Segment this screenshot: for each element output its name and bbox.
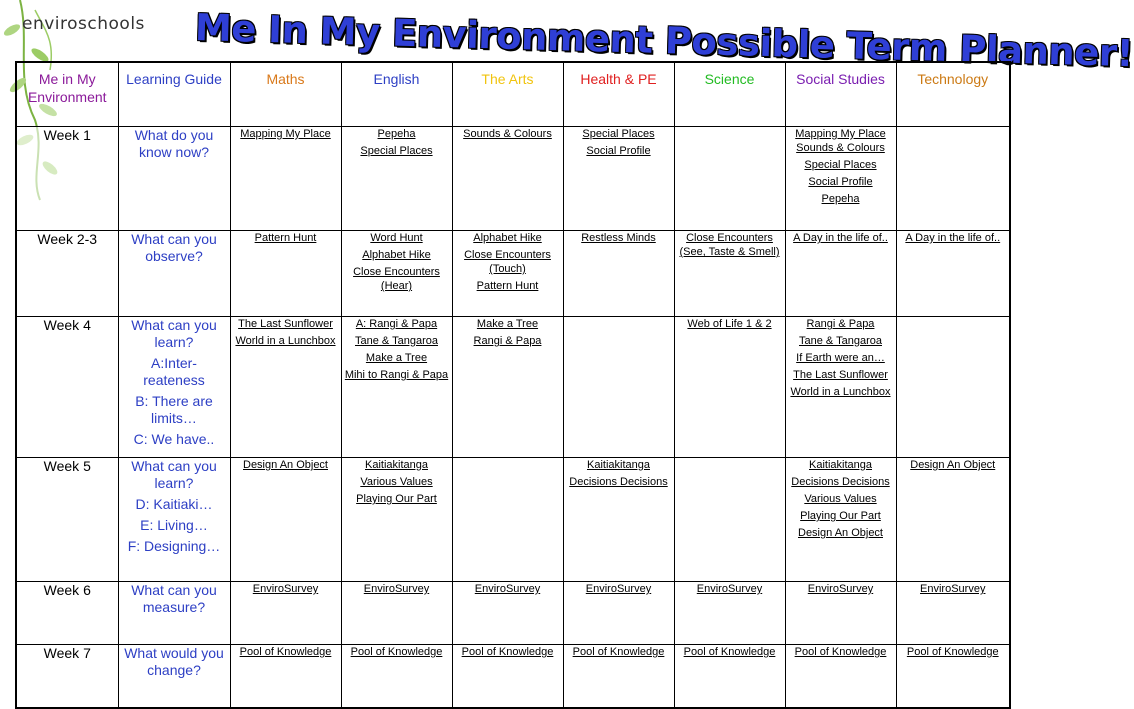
table-row bbox=[16, 582, 1010, 645]
week-label: Week 1 bbox=[16, 127, 118, 231]
learning-guide-question: What do you know now? bbox=[134, 127, 214, 160]
activity-link[interactable]: Pepeha bbox=[377, 128, 416, 140]
cell-maths bbox=[230, 458, 341, 582]
learning-guide-question: D: Kaitiaki… bbox=[135, 496, 213, 512]
cell-english bbox=[341, 458, 452, 582]
activity-link[interactable]: Close Encounters (Hear) bbox=[353, 266, 440, 292]
activity-link[interactable]: Alphabet Hike bbox=[473, 232, 542, 244]
activity-link[interactable]: Decisions Decisions bbox=[791, 476, 890, 488]
cell-health-pe bbox=[563, 317, 674, 458]
learning-guide-cell bbox=[118, 458, 230, 582]
activity-link[interactable]: A Day in the life of.. bbox=[793, 232, 888, 244]
page-title: Me In My Environment Possible Term Planner! bbox=[194, 6, 1134, 76]
activity-link[interactable]: Pool of Knowledge bbox=[794, 646, 887, 658]
cell-the-arts bbox=[452, 127, 563, 231]
cell-technology bbox=[896, 645, 1010, 708]
learning-guide-question: E: Living… bbox=[140, 517, 208, 533]
activity-link[interactable]: If Earth were an… bbox=[796, 352, 885, 364]
cell-technology bbox=[896, 127, 1010, 231]
header-social-studies: Social Studies bbox=[785, 62, 896, 127]
activity-link[interactable]: Playing Our Part bbox=[800, 510, 881, 522]
activity-link[interactable]: Mapping My Place bbox=[240, 128, 331, 140]
activity-link[interactable]: EnviroSurvey bbox=[696, 583, 763, 595]
week-label: Week 5 bbox=[16, 458, 118, 582]
activity-link[interactable]: Pool of Knowledge bbox=[906, 646, 999, 658]
activity-link[interactable]: Rangi & Papa bbox=[806, 318, 875, 330]
activity-link[interactable]: Pool of Knowledge bbox=[239, 646, 332, 658]
learning-guide-question: What can you observe? bbox=[131, 231, 217, 264]
week-label: Week 4 bbox=[16, 317, 118, 458]
table-row bbox=[16, 317, 1010, 458]
learning-guide-question: B: There are limits… bbox=[135, 393, 213, 426]
activity-link[interactable]: A Day in the life of.. bbox=[905, 232, 1001, 244]
activity-link[interactable]: Various Values bbox=[360, 476, 433, 488]
cell-technology bbox=[896, 458, 1010, 582]
learning-guide-question: What can you measure? bbox=[131, 582, 217, 615]
activity-link[interactable]: Close Encounters (Touch) bbox=[464, 249, 551, 275]
activity-link[interactable]: Kaitiakitanga bbox=[809, 459, 872, 471]
cell-social-studies bbox=[785, 231, 896, 317]
activity-link[interactable]: Rangi & Papa bbox=[473, 335, 542, 347]
activity-link[interactable]: EnviroSurvey bbox=[807, 583, 874, 595]
header-row bbox=[16, 62, 1010, 127]
cell-social-studies bbox=[785, 582, 896, 645]
activity-link[interactable]: Make a Tree bbox=[365, 352, 428, 364]
activity-link[interactable]: Pattern Hunt bbox=[254, 232, 317, 244]
cell-the-arts bbox=[452, 582, 563, 645]
cell-health-pe bbox=[563, 231, 674, 317]
enviroschools-logo: enviroschools bbox=[22, 14, 145, 34]
activity-link[interactable]: Close Encounters (See, Taste & Smell) bbox=[679, 232, 780, 258]
cell-science bbox=[674, 582, 785, 645]
activity-link[interactable]: Design An Object bbox=[910, 459, 996, 471]
activity-link[interactable]: Sounds & Colours bbox=[463, 128, 552, 140]
cell-technology bbox=[896, 231, 1010, 317]
learning-guide-question: F: Designing… bbox=[127, 538, 221, 554]
cell-science bbox=[674, 317, 785, 458]
activity-link[interactable]: Alphabet Hike bbox=[362, 249, 431, 261]
activity-link[interactable]: Mapping My Place Sounds & Colours bbox=[795, 128, 886, 154]
learning-guide-cell bbox=[118, 231, 230, 317]
learning-guide-cell bbox=[118, 317, 230, 458]
learning-guide-cell bbox=[118, 582, 230, 645]
cell-maths bbox=[230, 231, 341, 317]
term-planner-table bbox=[15, 61, 1011, 709]
activity-link[interactable]: EnviroSurvey bbox=[585, 583, 652, 595]
activity-link[interactable]: World in a Lunchbox bbox=[235, 335, 336, 347]
activity-link[interactable]: The Last Sunflower bbox=[793, 369, 888, 381]
activity-link[interactable]: Tane & Tangaroa bbox=[799, 335, 882, 347]
activity-link[interactable]: Various Values bbox=[804, 493, 877, 505]
cell-english bbox=[341, 317, 452, 458]
learning-guide-question: What would you change? bbox=[124, 645, 224, 678]
activity-link[interactable]: Tane & Tangaroa bbox=[355, 335, 438, 347]
cell-technology bbox=[896, 582, 1010, 645]
table-row bbox=[16, 645, 1010, 708]
activity-link[interactable]: Design An Object bbox=[243, 459, 328, 471]
activity-link[interactable]: Special Places bbox=[804, 159, 877, 171]
activity-link[interactable]: Social Profile bbox=[586, 145, 651, 157]
activity-link[interactable]: Pool of Knowledge bbox=[350, 646, 443, 658]
cell-the-arts bbox=[452, 458, 563, 582]
cell-social-studies bbox=[785, 127, 896, 231]
cell-science bbox=[674, 231, 785, 317]
activity-link[interactable]: Special Places bbox=[582, 128, 655, 140]
activity-link[interactable]: Social Profile bbox=[808, 176, 873, 188]
activity-link[interactable]: Pool of Knowledge bbox=[461, 646, 554, 658]
activity-link[interactable]: Pool of Knowledge bbox=[572, 646, 665, 658]
activity-link[interactable]: World in a Lunchbox bbox=[790, 386, 891, 398]
week-label: Week 2-3 bbox=[16, 231, 118, 317]
activity-link[interactable]: EnviroSurvey bbox=[363, 583, 430, 595]
activity-link[interactable]: Web of Life 1 & 2 bbox=[687, 318, 772, 330]
activity-link[interactable]: Restless Minds bbox=[581, 232, 656, 244]
cell-science bbox=[674, 127, 785, 231]
week-label: Week 7 bbox=[16, 645, 118, 708]
activity-link[interactable]: Mihi to Rangi & Papa bbox=[344, 369, 449, 381]
header-technology: Technology bbox=[896, 62, 1010, 127]
cell-social-studies bbox=[785, 458, 896, 582]
cell-english bbox=[341, 582, 452, 645]
cell-social-studies bbox=[785, 645, 896, 708]
week-label: Week 6 bbox=[16, 582, 118, 645]
header-the-arts: The Arts bbox=[452, 62, 563, 127]
table-row bbox=[16, 458, 1010, 582]
learning-guide-question: What can you learn? bbox=[131, 458, 217, 491]
cell-the-arts bbox=[452, 645, 563, 708]
cell-the-arts bbox=[452, 231, 563, 317]
header-me-in-my-environment: Me in My Environment bbox=[16, 62, 118, 127]
activity-link[interactable]: EnviroSurvey bbox=[474, 583, 541, 595]
activity-link[interactable]: Special Places bbox=[360, 145, 433, 157]
cell-health-pe bbox=[563, 458, 674, 582]
header-health-pe: Health & PE bbox=[563, 62, 674, 127]
cell-english bbox=[341, 645, 452, 708]
activity-link[interactable]: Design An Object bbox=[798, 527, 883, 539]
header-learning-guide: Learning Guide bbox=[118, 62, 230, 127]
activity-link[interactable]: Pattern Hunt bbox=[476, 280, 539, 292]
learning-guide-cell bbox=[118, 645, 230, 708]
activity-link[interactable]: Kaitiakitanga bbox=[365, 459, 428, 471]
activity-link[interactable]: EnviroSurvey bbox=[920, 583, 986, 595]
learning-guide-question: What can you learn? bbox=[131, 317, 217, 350]
activity-link[interactable]: Playing Our Part bbox=[356, 493, 437, 505]
cell-health-pe bbox=[563, 645, 674, 708]
cell-maths bbox=[230, 127, 341, 231]
activity-link[interactable]: EnviroSurvey bbox=[252, 583, 319, 595]
activity-link[interactable]: The Last Sunflower bbox=[238, 318, 333, 330]
table-row bbox=[16, 231, 1010, 317]
cell-health-pe bbox=[563, 127, 674, 231]
cell-the-arts bbox=[452, 317, 563, 458]
cell-science bbox=[674, 645, 785, 708]
header-science: Science bbox=[674, 62, 785, 127]
cell-maths bbox=[230, 317, 341, 458]
activity-link[interactable]: A: Rangi & Papa bbox=[355, 318, 438, 330]
cell-science bbox=[674, 458, 785, 582]
activity-link[interactable]: Pepeha bbox=[821, 193, 860, 205]
cell-english bbox=[341, 127, 452, 231]
cell-technology bbox=[896, 317, 1010, 458]
learning-guide-question: C: We have.. bbox=[133, 431, 215, 447]
learning-guide-cell bbox=[118, 127, 230, 231]
activity-link[interactable]: Pool of Knowledge bbox=[683, 646, 776, 658]
activity-link[interactable]: Kaitiakitanga bbox=[587, 459, 650, 471]
activity-link[interactable]: Make a Tree bbox=[476, 318, 539, 330]
cell-maths bbox=[230, 582, 341, 645]
cell-english bbox=[341, 231, 452, 317]
header-maths: Maths bbox=[230, 62, 341, 127]
learning-guide-question: A:Inter-reateness bbox=[143, 355, 205, 388]
cell-social-studies bbox=[785, 317, 896, 458]
cell-health-pe bbox=[563, 582, 674, 645]
cell-maths bbox=[230, 645, 341, 708]
activity-link[interactable]: Decisions Decisions bbox=[569, 476, 668, 488]
header-english: English bbox=[341, 62, 452, 127]
activity-link[interactable]: Word Hunt bbox=[370, 232, 423, 244]
table-row bbox=[16, 127, 1010, 231]
